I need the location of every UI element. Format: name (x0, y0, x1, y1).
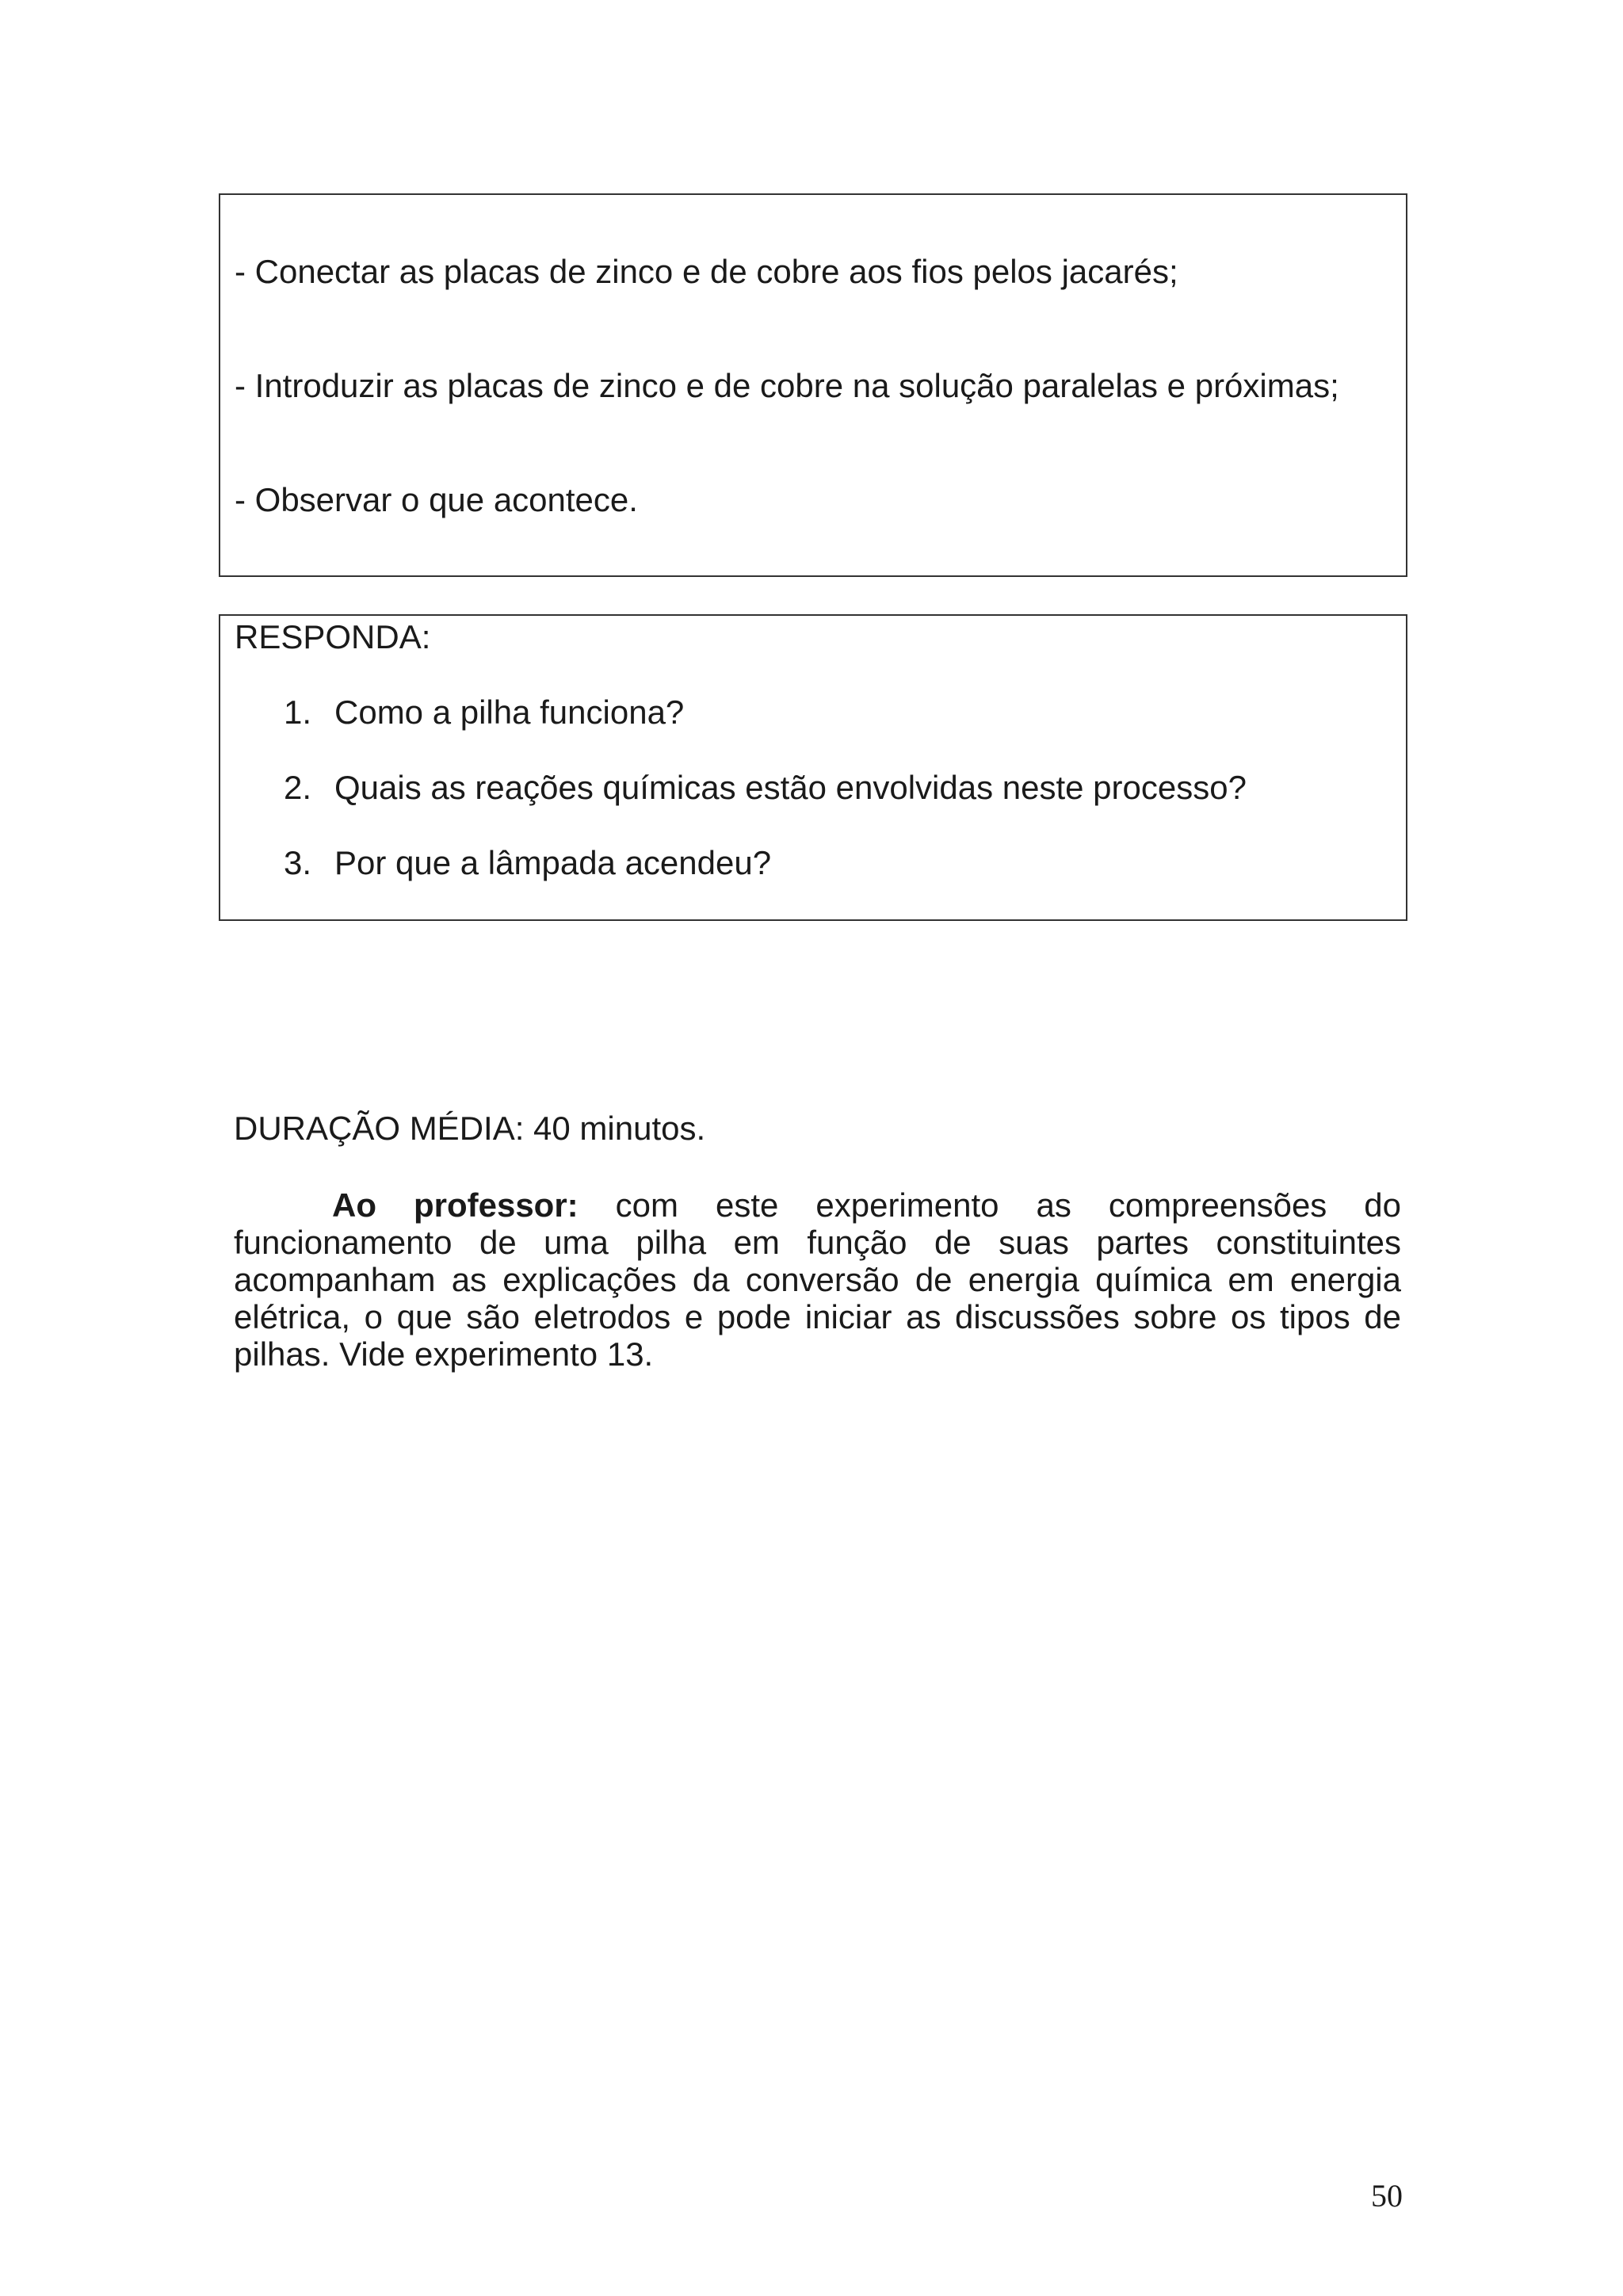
question-text: Como a pilha funciona? (334, 693, 685, 731)
question-text: Por que a lâmpada acendeu? (334, 844, 772, 881)
respond-title: RESPONDA: (235, 618, 431, 655)
question-number: 2. (284, 769, 312, 806)
respond-box (219, 614, 1407, 921)
procedure-box (219, 193, 1407, 577)
teacher-note-label: Ao professor: (332, 1186, 579, 1224)
question-2 (284, 768, 1247, 808)
question-text: Quais as reações químicas estão envolvidas neste processo? (334, 769, 1247, 806)
procedure-step-3: - Observar o que acontece. (235, 481, 638, 518)
question-number: 1. (284, 693, 312, 731)
question-1 (284, 693, 684, 732)
page-number: 50 (1371, 2178, 1403, 2214)
procedure-step-1: - Conectar as placas de zinco e de cobre aos fios pelos jacarés; (235, 253, 1178, 290)
question-number: 3. (284, 844, 312, 881)
teacher-note (234, 1186, 1401, 1373)
teacher-note-text: com este experimento as compreensões do funcionamento de uma pilha em função de suas partes constituintes acompanham as explicações da conversão de energia química em energia elétrica, o que são eletrodos e pode iniciar as discussões sobre os tipos de pilhas. Vide experimento 13. (234, 1186, 1401, 1373)
question-3 (284, 843, 771, 883)
duration-line: DURAÇÃO MÉDIA: 40 minutos. (234, 1110, 706, 1147)
procedure-step-2: - Introduzir as placas de zinco e de cobre na solução paralelas e próximas; (235, 367, 1339, 404)
